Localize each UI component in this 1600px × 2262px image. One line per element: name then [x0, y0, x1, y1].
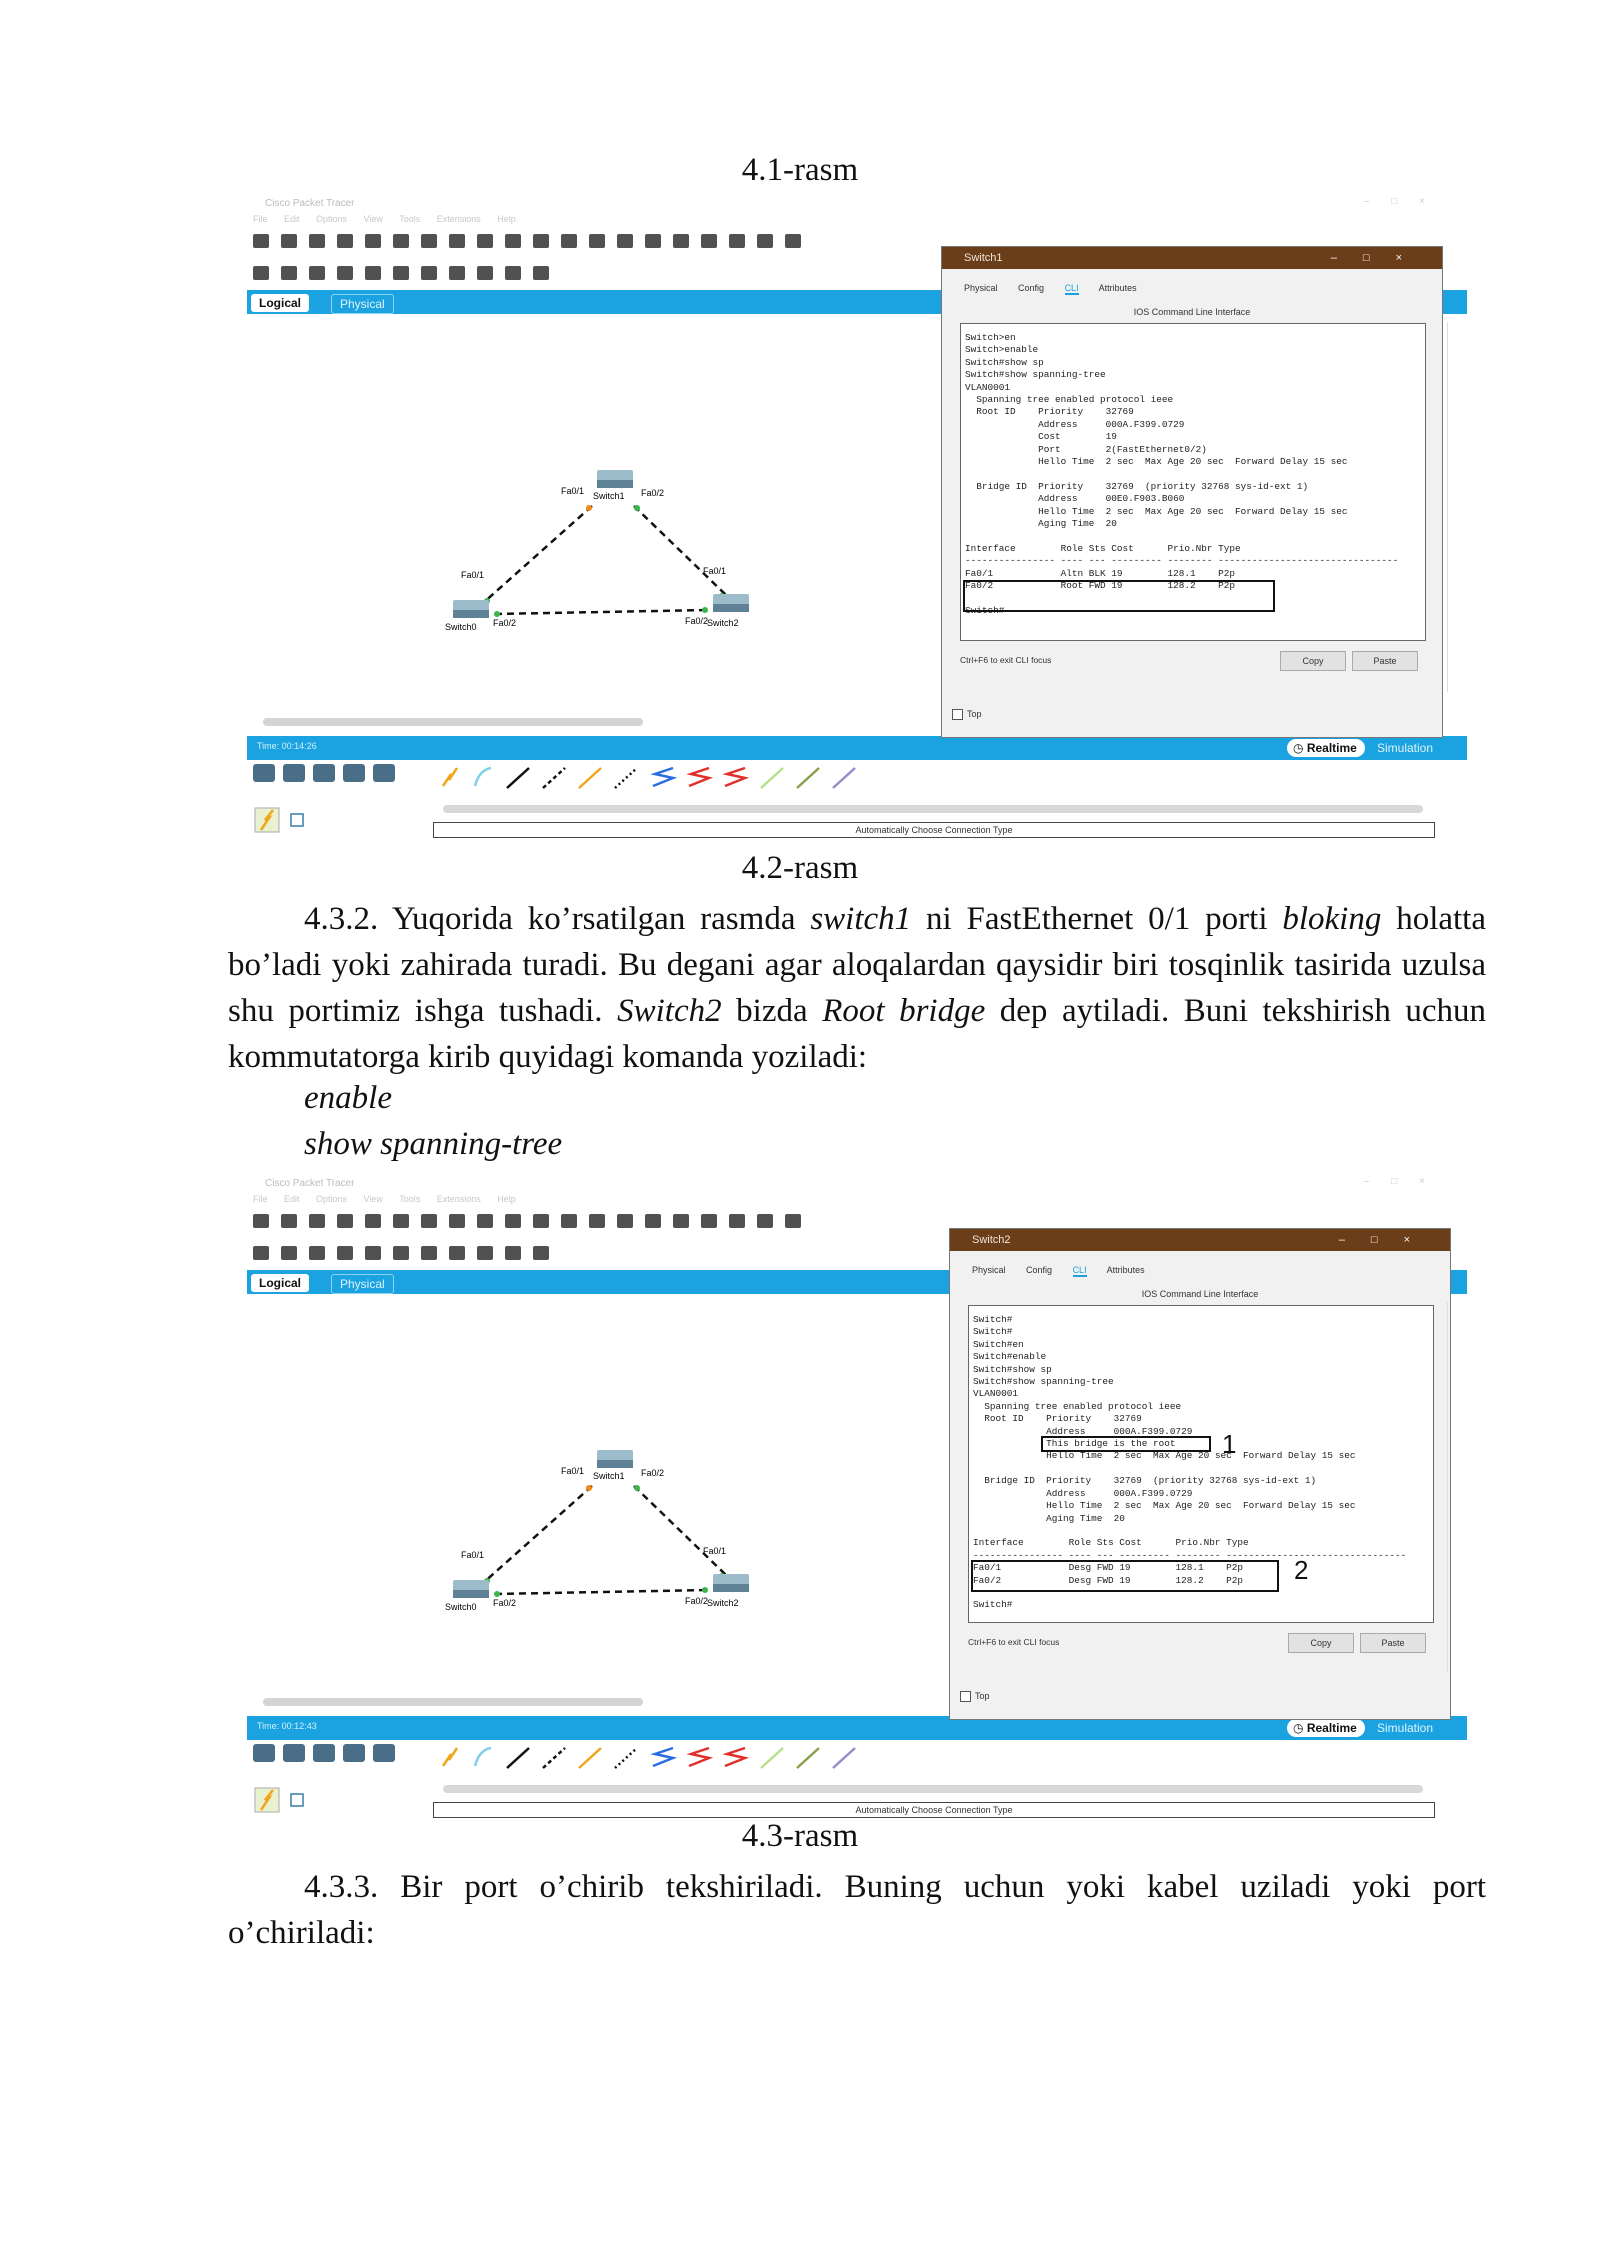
- label-port: Fa0/1: [561, 1466, 585, 1476]
- main-toolbar: [253, 234, 813, 256]
- switch0-icon: [453, 600, 489, 618]
- realtime-mode-button[interactable]: ◷ Realtime: [1287, 739, 1365, 757]
- label-switch0: Switch0: [445, 1602, 477, 1612]
- tab-config[interactable]: Config: [1026, 1265, 1053, 1275]
- workspace-vscrollbar[interactable]: [1447, 322, 1458, 692]
- highlight-box-root: [1041, 1436, 1211, 1452]
- packet-tracer-screenshot-2: [247, 1176, 1467, 1836]
- simulation-mode-button[interactable]: Simulation: [1377, 741, 1434, 755]
- switch2-cli-window: [949, 1228, 1451, 1720]
- device-category-bar[interactable]: [253, 1744, 433, 1772]
- cli-output: Switch>en Switch>enable Switch#show sp Switch#show spanning-tree VLAN0001 Spanning tree enabled protocol ieee Root ID Priority 32769 Address 000A.F399.0729 Cost 19 Port 2(FastEthernet0/2) Hello Time 2 sec Max Age 20 sec Forward Delay 15 sec Bridge ID Priority 32769 (priority 32768 sys-id-ext 1) Address 00E0.F903.B060 Hello Time 2 sec Max Age 20 sec Forward Delay 15 sec Aging Time 20 Interface Role Sts Cost Prio.Nbr Type ---------------- ---- --- --------- -------- -------------------------------- Fa0/1 Altn BLK 19 128.1 P2p Fa0/2 Root FWD 19 128.2 P2p Switch#: [965, 332, 1399, 616]
- workspace-hscrollbar[interactable]: [253, 718, 893, 726]
- label-switch2: Switch2: [707, 618, 739, 628]
- highlight-box: [963, 580, 1275, 612]
- cli-focus-hint: Ctrl+F6 to exit CLI focus: [968, 1637, 1060, 1647]
- device-list-scrollbar[interactable]: [433, 804, 1433, 814]
- switch2-icon: [713, 594, 749, 612]
- tab-logical[interactable]: Logical: [251, 294, 309, 312]
- top-checkbox[interactable]: Top: [960, 1691, 990, 1702]
- label-port: Fa0/2: [493, 1598, 517, 1608]
- command-enable: enable: [304, 1080, 392, 1116]
- connection-type-bar[interactable]: [433, 764, 1433, 792]
- cli-terminal[interactable]: [960, 323, 1426, 641]
- window-controls[interactable]: –□×: [1330, 252, 1428, 264]
- tab-cli[interactable]: CLI: [1072, 1265, 1087, 1275]
- switch0-icon: [453, 1580, 489, 1598]
- tab-cli[interactable]: CLI: [1064, 283, 1079, 293]
- app-title: Cisco Packet Tracer: [265, 1178, 355, 1189]
- label-port: Fa0/2: [493, 618, 517, 628]
- workspace-hscrollbar[interactable]: [253, 1698, 893, 1706]
- cli-focus-hint: Ctrl+F6 to exit CLI focus: [960, 655, 1052, 665]
- sim-time: Time: 00:14:26: [257, 741, 317, 751]
- label-switch1: Switch1: [593, 491, 625, 501]
- highlight-box-ports: [971, 1560, 1279, 1592]
- cli-terminal[interactable]: [968, 1305, 1434, 1623]
- label-port: Fa0/2: [641, 1468, 665, 1478]
- tab-logical[interactable]: Logical: [251, 1274, 309, 1292]
- tab-attributes[interactable]: Attributes: [1106, 1265, 1145, 1275]
- label-switch2: Switch2: [707, 1598, 739, 1608]
- secondary-toolbar: [253, 1246, 561, 1264]
- paste-button[interactable]: Paste: [1352, 651, 1418, 671]
- connection-hint: Automatically Choose Connection Type: [433, 1802, 1435, 1818]
- label-port: Fa0/1: [461, 1550, 485, 1560]
- tab-physical[interactable]: Physical: [331, 1274, 394, 1294]
- window-controls[interactable]: –□×: [1338, 1234, 1436, 1246]
- topology-canvas: [247, 1294, 947, 1706]
- label-switch1: Switch1: [593, 1471, 625, 1481]
- label-port: Fa0/2: [685, 1596, 709, 1606]
- main-toolbar: [253, 1214, 813, 1236]
- topology-canvas: [247, 314, 947, 726]
- top-checkbox[interactable]: Top: [952, 709, 982, 720]
- paragraph-4-3-2: 4.3.2. Yuqorida ko’rsatilgan rasmda switch1 ni FastEthernet 0/1 porti bloking holatta bo’ladi yoki zahirada turadi. Bu degani agar aloqalardan qaysidir biri tosqinlik tasirida uzulsa shu portimiz ishga tushadi. Switch2 bizda Root bridge dep aytiladi. Buni tekshirish uchun kommutatorga kirib quyidagi komanda yoziladi:: [228, 901, 1487, 1075]
- status-bar: [247, 736, 1467, 760]
- tab-physical[interactable]: Physical: [964, 283, 998, 293]
- ios-cli-label: IOS Command Line Interface: [1133, 307, 1251, 317]
- tab-config[interactable]: Config: [1018, 283, 1045, 293]
- menu-bar: File Edit Options View Tools Extensions Help: [253, 1194, 516, 1204]
- window-controls: –□×: [1363, 1176, 1447, 1187]
- paragraph-4-3-3: 4.3.3. Bir port o’chirib tekshiriladi. Buning uchun yoki kabel uziladi yoki port o’chiriladi:: [228, 1869, 1486, 1951]
- lightning-icon[interactable]: [253, 806, 313, 834]
- annotation-marker-1: 1: [1222, 1429, 1237, 1459]
- label-switch0: Switch0: [445, 622, 477, 632]
- sim-time: Time: 00:12:43: [257, 1721, 317, 1731]
- simulation-mode-button[interactable]: Simulation: [1377, 1721, 1434, 1735]
- window-controls: –□×: [1363, 196, 1447, 207]
- switch1-icon: [597, 1450, 633, 1468]
- switch2-icon: [713, 1574, 749, 1592]
- connection-type-bar[interactable]: [433, 1744, 1433, 1772]
- label-port: Fa0/1: [703, 1546, 727, 1556]
- figure-caption-4-2: 4.2-rasm: [741, 850, 859, 886]
- app-title: Cisco Packet Tracer: [265, 198, 355, 209]
- ios-cli-label: IOS Command Line Interface: [1141, 1289, 1259, 1299]
- copy-button[interactable]: Copy: [1280, 651, 1346, 671]
- label-port: Fa0/2: [641, 488, 665, 498]
- annotation-marker-2: 2: [1294, 1555, 1309, 1585]
- switch1-icon: [597, 470, 633, 488]
- figure-caption-4-3: 4.3-rasm: [741, 1818, 859, 1854]
- device-list-scrollbar[interactable]: [433, 1784, 1433, 1794]
- packet-tracer-screenshot-1: [247, 196, 1467, 856]
- command-show-spanning-tree: show spanning-tree: [304, 1126, 563, 1162]
- tab-physical[interactable]: Physical: [331, 294, 394, 314]
- secondary-toolbar: [253, 266, 561, 284]
- label-port: Fa0/1: [461, 570, 485, 580]
- switch1-cli-window: [941, 246, 1443, 738]
- window-title: Switch1: [964, 252, 1003, 264]
- tab-attributes[interactable]: Attributes: [1098, 283, 1137, 293]
- paste-button[interactable]: Paste: [1360, 1633, 1426, 1653]
- menu-bar: File Edit Options View Tools Extensions Help: [253, 214, 516, 224]
- tab-physical[interactable]: Physical: [972, 1265, 1006, 1275]
- label-port: Fa0/1: [703, 566, 727, 576]
- lightning-icon[interactable]: [253, 1786, 313, 1814]
- window-title: Switch2: [972, 1234, 1011, 1246]
- workspace-vscrollbar[interactable]: [1447, 1302, 1458, 1672]
- copy-button[interactable]: Copy: [1288, 1633, 1354, 1653]
- label-port: Fa0/2: [685, 616, 709, 626]
- cli-output: Switch# Switch# Switch#en Switch#enable Switch#show sp Switch#show spanning-tree VLAN0001 Spanning tree enabled protocol ieee Root ID Priority 32769 Address 000A.F399.0729 This bridge is the root Hello Time 2 sec Max Age 20 sec Forward Delay 15 sec Bridge ID Priority 32769 (priority 32768 sys-id-ext 1) Address 000A.F399.0729 Hello Time 2 sec Max Age 20 sec Forward Delay 15 sec Aging Time 20 Interface Role Sts Cost Prio.Nbr Type ---------------- ---- --- --------- -------- -------------------------------- Fa0/1 Desg FWD 19 128.1 P2p Fa0/2 Desg FWD 19 128.2 P2p Switch#: [973, 1314, 1407, 1611]
- realtime-mode-button[interactable]: ◷ Realtime: [1287, 1719, 1365, 1737]
- label-port: Fa0/1: [561, 486, 585, 496]
- connection-hint: Automatically Choose Connection Type: [433, 822, 1435, 838]
- figure-caption-4-1: 4.1-rasm: [741, 152, 859, 188]
- device-category-bar[interactable]: [253, 764, 433, 792]
